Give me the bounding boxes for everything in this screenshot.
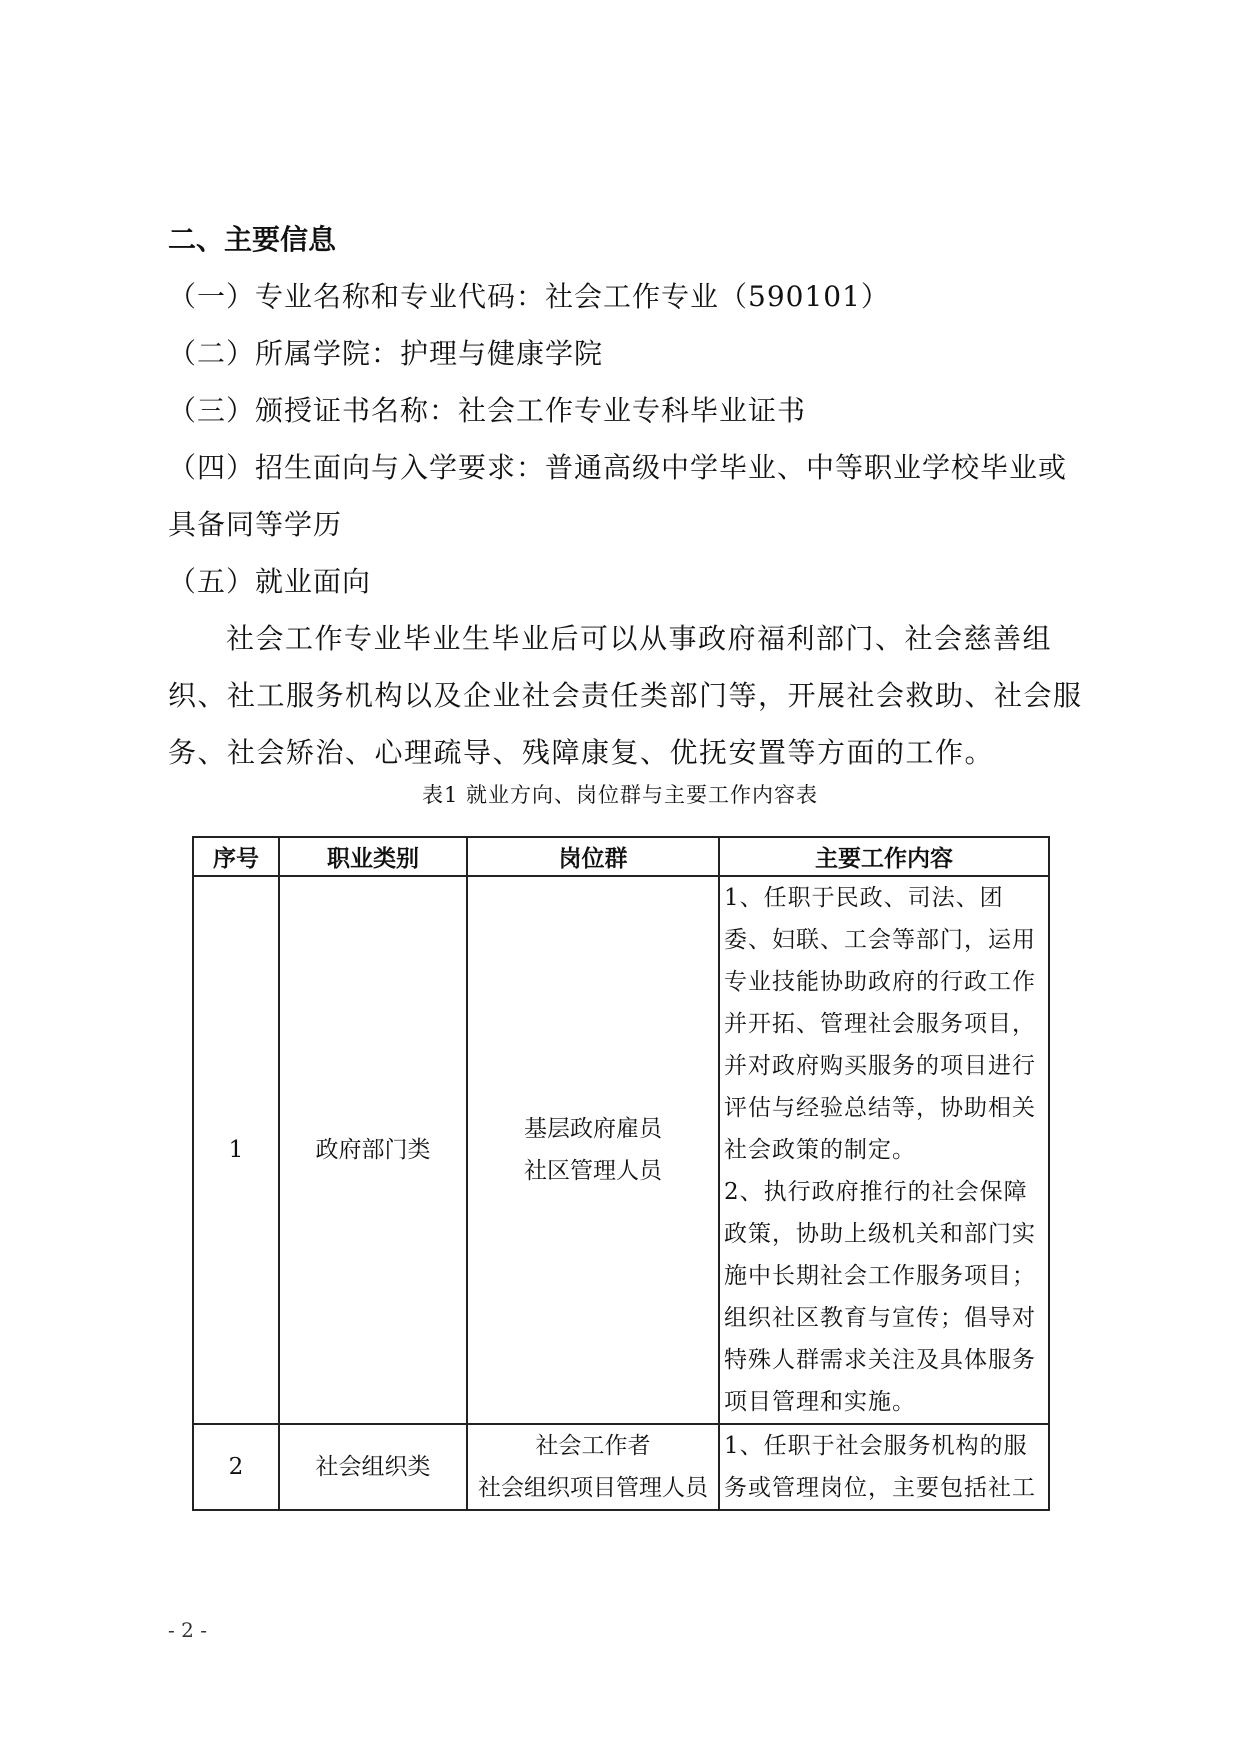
page-number: - 2 -	[168, 1618, 207, 1642]
content-line: 务或管理岗位，主要包括社工	[724, 1475, 1036, 1501]
info-line-employment: （五）就业面向	[168, 565, 372, 598]
content-line: 项目管理和实施。	[724, 1389, 916, 1415]
content-line: 专业技能协助政府的行政工作	[724, 969, 1036, 995]
content-line: 组织社区教育与宣传；倡导对	[724, 1305, 1036, 1331]
table-header-row	[193, 837, 1049, 876]
post-item: 社会组织项目管理人员	[478, 1475, 708, 1501]
header-category: 职业类别	[279, 837, 467, 876]
content-line: 评估与经验总结等，协助相关	[724, 1095, 1036, 1121]
employment-table	[192, 836, 1050, 1511]
header-no: 序号	[193, 837, 279, 876]
content-line: 1、任职于民政、司法、团	[724, 885, 1004, 911]
row-content	[719, 876, 1049, 1424]
content-line: 政策，协助上级机关和部门实	[724, 1221, 1036, 1247]
header-content: 主要工作内容	[719, 837, 1049, 876]
row-no: 1	[193, 876, 279, 1424]
post-item: 社区管理人员	[524, 1158, 662, 1184]
content-line: 施中长期社会工作服务项目；	[724, 1263, 1036, 1289]
post-item: 社会工作者	[535, 1433, 651, 1459]
employment-paragraph: 社会工作专业毕业生毕业后可以从事政府福利部门、社会慈善组织、社工服务机构以及企业社会责任类部门等，开展社会救助、社会服务、社会矫治、心理疏导、残障康复、优抚安置等方面的工作。	[168, 622, 1083, 769]
info-line-admission-cont: 具备同等学历	[168, 508, 343, 541]
table-caption: 表1 就业方向、岗位群与主要工作内容表	[421, 783, 819, 807]
table-row	[193, 876, 1049, 1424]
row-content	[719, 1424, 1049, 1510]
info-line-certificate: （三）颁授证书名称：社会工作专业专科毕业证书	[168, 394, 807, 427]
info-line-major: （一）专业名称和专业代码：社会工作专业（590101）	[168, 280, 890, 313]
content-line: 委、妇联、工会等部门，运用	[724, 927, 1036, 953]
row-no: 2	[193, 1424, 279, 1510]
row-category: 社会组织类	[279, 1424, 467, 1510]
content-line: 社会政策的制定。	[724, 1137, 916, 1163]
table-row	[193, 1424, 1049, 1510]
post-item: 基层政府雇员	[524, 1116, 662, 1142]
info-line-admission: （四）招生面向与入学要求：普通高级中学毕业、中等职业学校毕业或	[168, 451, 1068, 484]
content-line: 1、任职于社会服务机构的服	[724, 1433, 1028, 1459]
content-line: 并开拓、管理社会服务项目，	[724, 1011, 1036, 1037]
content-line: 并对政府购买服务的项目进行	[724, 1053, 1036, 1079]
section-heading: 二、主要信息	[168, 223, 337, 256]
content-line: 特殊人群需求关注及具体服务	[724, 1347, 1036, 1373]
info-line-college: （二）所属学院：护理与健康学院	[168, 337, 604, 370]
content-line: 2、执行政府推行的社会保障	[724, 1179, 1028, 1205]
row-category: 政府部门类	[279, 876, 467, 1424]
row-posts	[467, 876, 719, 1424]
row-posts	[467, 1424, 719, 1510]
header-posts: 岗位群	[467, 837, 719, 876]
